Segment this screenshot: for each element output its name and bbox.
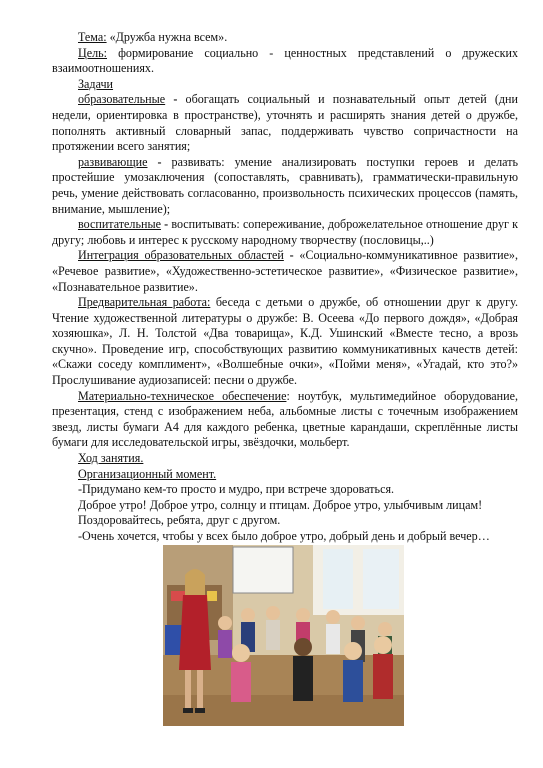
preliminary-text: беседа с детьми о дружбе, об отношении друг к другу. Чтение художественной литературы о дружбе: В. Осеева «До первого дождя», «Добрая хозяюшка», Л. Н. Толстой «Два товарища», К.Д. Ушинский «Вместе тесно, а врозь скучно». Проведение игр, способствующих развитию коммуникативных качеств детей: «Скажи соседу комплимент», «Волшебные очки», «Пойми меня», «Угадай, кто это?» Прослушивание аудиозаписей: песни о дружбе. (52, 295, 518, 388)
developing-text: развивать: умение анализировать поступки героев и делать простейшие умозаключения (сопоставлять, сравнивать), грамматически-правильную речь, умение действовать согласованно, произвольность психических процессов (память, внимание, мышление); (52, 154, 518, 216)
topic-label: Тема: (78, 30, 107, 44)
educational-paragraph (52, 92, 518, 154)
topic-line (52, 30, 518, 46)
integration-text: «Социально-коммуникативное развитие», «Речевое развитие», «Художественно-эстетическое развитие», «Физическое развитие», «Познавательное развитие». (52, 248, 519, 294)
equipment-paragraph (52, 389, 518, 451)
educational-text: обогащать социальный и познавательный опыт детей (дни недели, ориентировка в пространстве), уточнять и расширять знания детей о дружбе, пополнять активный словарный запас, поддерживать чувство сопричастности на протяжении всего занятия; (52, 92, 518, 154)
upbringing-label: воспитательные (78, 217, 161, 232)
course-heading: Ход занятия. (78, 451, 144, 466)
upbringing-paragraph (52, 217, 518, 248)
developing-label: развивающие (78, 154, 148, 169)
developing-dash: - (147, 154, 172, 169)
integration-paragraph (52, 248, 518, 295)
goal-line (52, 46, 518, 77)
greeting-line-3: Поздоровайтесь, ребята, друг с другом. (78, 513, 281, 528)
integration-label: Интеграция образовательных областей (78, 248, 284, 263)
document-body (52, 30, 518, 545)
upbringing-dash: - (160, 217, 172, 232)
integration-dash: - (283, 248, 300, 263)
greeting-line-4: -Очень хочется, чтобы у всех было доброе утро, добрый день и добрый вечер… (78, 529, 490, 543)
org-moment-heading: Организационный момент. (78, 466, 217, 481)
developing-paragraph (52, 155, 518, 217)
equipment-label: Материально-техническое обеспечение (78, 388, 287, 403)
goal-label: Цель: (78, 45, 108, 60)
goal-value: формирование социально - ценностных представлений о дружеских взаимоотношениях. (52, 45, 518, 76)
educational-label: образовательные (78, 92, 166, 107)
tasks-heading: Задачи (78, 76, 114, 91)
preliminary-label: Предварительная работа: (78, 295, 211, 310)
equipment-text: : ноутбук, мультимедийное оборудование, презентация, стенд с изображением неба, альбомные листы с точечным изображением звезд, листы бумаги А4 для каждого ребенка, цветные карандаши, скреплённые листы бумаги для исследовательской игры, звёздочки, мольберт. (52, 388, 518, 450)
greeting-line-2: Доброе утро! Доброе утро, солнцу и птицам. Доброе утро, улыбчивым лицам! (78, 497, 483, 512)
upbringing-text: воспитывать: сопереживание, доброжелательное отношение друг к другу; любовь и интерес к русскому народному творчеству (пословицы,..) (52, 217, 518, 247)
classroom-photo-drawing (163, 545, 404, 726)
topic-value: «Дружба нужна всем». (106, 30, 228, 44)
educational-dash: - (165, 92, 186, 107)
preliminary-paragraph (52, 295, 518, 389)
greeting-line-1: -Придумано кем-то просто и мудро, при встрече здороваться. (78, 482, 395, 497)
classroom-photo (163, 545, 404, 726)
